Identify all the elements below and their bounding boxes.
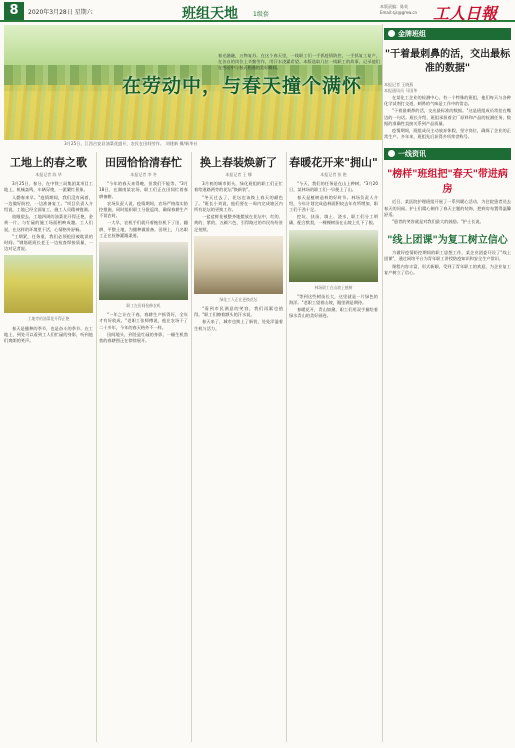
- newspaper-logo: 工人日報: [433, 4, 498, 23]
- column-divider: [286, 152, 287, 742]
- article-paragraph: "看到市民满意的笑容，我们再累也值得。"职工们擦着额头的汗水说。: [194, 306, 283, 318]
- photo-caption: 林场职工在山坡上植树: [314, 284, 353, 290]
- article-photo: [99, 242, 188, 300]
- right-article: [384, 250, 511, 276]
- article-byline: 本报记者 张 艳: [320, 172, 347, 177]
- right-article: [384, 95, 511, 140]
- article-title: 田园恰恰清春忙: [105, 156, 182, 169]
- photo-caption: 绿化工人正在更换花坛: [219, 296, 258, 302]
- article-paragraph: 春天是植树造林的好时节。林场负责人介绍，今年计划完成造林面积较去年有所增加，职工们干劲十足。: [289, 194, 378, 213]
- editor-info: [380, 4, 417, 16]
- article-paragraph: 春天来了，城市也换上了新装，处处洋溢着生机与活力。: [194, 319, 283, 331]
- right-byline: 本报记者 王晓燕 本报通讯员 马国华: [384, 82, 418, 93]
- article-column-3: [194, 152, 283, 333]
- section-tag: 1级套: [253, 11, 269, 18]
- article-paragraph: 在某化工企业的检测中心，有一个特殊的班组，他们每天与各种化学试剂打交道，刺鼻的气味是工作中的常态。: [384, 95, 511, 107]
- right-column: [384, 24, 511, 744]
- article-column-1: [4, 152, 93, 345]
- article-paragraph: 挖坑、扶苗、填土、浇水，职工们分工明确，配合默契，一棵棵树苗在山坡上扎下了根。: [289, 214, 378, 226]
- column-divider: [382, 24, 383, 742]
- article-paragraph: 农场负责人说，疫情期间，农场严格落实防控措施，同时组织职工分批返岗，确保春耕生产不误农时。: [99, 200, 188, 219]
- article-paragraph: 近日，某医院护理班组开展了一系列暖心活动，为住院患者送去春天的问候。护士们精心制作了春天主题的装饰，把病房布置得温馨舒适。: [384, 199, 511, 217]
- hero-intro: 春光融融，万物复苏。在这个春天里，一线职工们一手抓疫情防控，一手抓复工复产，在各自的岗位上辛勤劳作，用汗水浇灌希望。本版选取几位一线职工的故事，记录他们在劳动中与春天相遇的美好瞬间。: [218, 53, 380, 71]
- column-divider: [191, 152, 192, 742]
- section-title: 班组天地: [182, 6, 238, 22]
- photo-caption: 工地旁的油菜花开得正艳: [27, 316, 70, 322]
- article-photo: [4, 255, 93, 313]
- banner-label: 一线资讯: [398, 150, 426, 159]
- hero-headline: 在劳动中，与春天撞个满怀: [122, 75, 363, 97]
- article-paragraph: "工期紧，任务重，我们必须抢回被耽误的时间。"钢筋班班长老王一边检查焊接质量，一边对记者说。: [4, 233, 93, 252]
- article-paragraph: 课程内容丰富，形式新颖，受到了青年职工的欢迎，为企业复工复产树立了信心。: [384, 263, 511, 275]
- article-byline: 本报记者 陈 华: [35, 172, 62, 177]
- article-photo: [194, 236, 283, 294]
- article-paragraph: "等到这些树苗长大，这里就是一片绿色的海洋。"老职工望着山坡，眼里满是期待。: [289, 293, 378, 306]
- article-photo: [289, 230, 378, 282]
- right-article: [384, 199, 511, 225]
- article-paragraph: 放眼望去，工地四周的油菜花开得正艳，金黄一片，与忙碌的施工场面相映成趣。工人们说，在这样的环境里干活，心情格外舒畅。: [4, 214, 93, 232]
- section-banner: [384, 148, 511, 160]
- article-title: 换上春装焕新了: [200, 156, 277, 169]
- article-column-4: [289, 152, 378, 321]
- article-byline: 本报记者 李 冬: [130, 172, 157, 177]
- article-paragraph: "一年之计在于春，春耕生产抓得好，全年才有好收成。"老职工张师傅说，他在农场干了二十多年，今年的春天格外不一样。: [99, 312, 188, 330]
- article-paragraph: "冬天过去了，花坛也该换上春天的颜色了。"班长小刘说，他们要在一周内完成辖区内所有花坛的更换工作。: [194, 194, 283, 213]
- article-paragraph: "患者的笑容就是对我们最大的鼓励。"护士长说。: [392, 219, 484, 225]
- article-paragraph: 3月25日，春分，在中铁三局集团某项目工地上，机械轰鸣，车辆穿梭，一派繁忙景象。: [4, 181, 93, 193]
- article-paragraph: 人勤春来早。"疫情期间，我们没有闲着，一边做好防控，一边准备复工。"项目负责人介绍说，工地已经全面复工，施工人员精神饱满。: [4, 194, 93, 213]
- article-paragraph: 一盆盆鲜花被整齐地摆放在花坛中，红的、黄的、紫的，五颜六色，引得路过的市民纷纷驻足拍照。: [194, 214, 283, 232]
- editor-email: Email:sjs@gmw.cn: [380, 10, 418, 15]
- section-banner: [384, 28, 511, 40]
- right-subheadline: "榜样"班组把"春天"带进病房: [387, 169, 508, 196]
- column-divider: [96, 152, 97, 742]
- article-paragraph: 田间地头，到处是忙碌的身影，一幅生机勃勃的春耕图正在徐徐展开。: [99, 331, 188, 344]
- article-title: 春暖花开来"拥山": [289, 156, 378, 169]
- editor-name: 本版责编：陈英: [380, 4, 408, 9]
- right-headline: "干着最刺鼻的活，交出最标准的数据": [384, 49, 511, 74]
- article-paragraph: "今天，我们的任务是在山上种树。"3月20日，某林场的职工们一早便上了山。: [289, 181, 378, 193]
- photo-caption: 职工在田间检修农机: [126, 303, 161, 309]
- masthead: [0, 0, 515, 22]
- page-number: 8: [4, 2, 24, 20]
- article-paragraph: 春暖花开，青山如黛，职工们用双手描绘着绿水青山的美好画卷。: [289, 307, 378, 319]
- hero-photo: [4, 25, 382, 140]
- article-column-2: [99, 152, 188, 345]
- banner-dot-icon: [388, 150, 395, 157]
- banner-dot-icon: [388, 30, 395, 37]
- right-subheadline: "线上团课"为复工树立信心: [387, 235, 508, 247]
- article-byline: 本报记者 王 娜: [225, 172, 252, 177]
- article-paragraph: "今年的春天来得晚，但我们不能等。"3月18日，在湖南某农场，职工们正在田间忙着春耕备耕。: [99, 181, 188, 199]
- banner-label: 金牌班组: [398, 30, 426, 38]
- article-paragraph: 3月初的城市街头，绿化班组的职工们正忙着给道路两旁的花坛"换新装"。: [194, 181, 283, 193]
- article-paragraph: 为做好疫情防控期间的职工思想工作，某企业团委开设了"线上团课"，通过网络平台为青年职工讲授防疫知识和安全生产常识。: [384, 250, 511, 262]
- article-paragraph: "干着最刺鼻的活，交出最标准的数据。"这是班组成员常挂在嘴边的一句话。班长介绍，班组承担着全厂原料和产品的检测任务，数据的准确性直接关系到产品质量。: [384, 108, 511, 126]
- issue-date: 2020年3月28日 星期六: [28, 9, 93, 16]
- article-title: 工地上的春之歌: [10, 156, 87, 169]
- hero-caption: 3月25日，江西吉安县油菜花盛开，农民在田间劳作。 刘建新 摄/新华社: [64, 141, 198, 146]
- article-paragraph: 疫情期间，班组成员主动放弃休假，坚守岗位，确保了企业的正常生产。多年来，班组先后获得多项荣誉称号。: [384, 128, 511, 140]
- article-paragraph: 一大早，农机手们就开着拖拉机下了田，翻耕、平整土地，为播种做准备。田埂上，几名职工正在检修灌溉渠道。: [99, 220, 188, 238]
- article-paragraph: 春天是播种的季节，也是奋斗的季节。在工地上，到处可以看到工人们忙碌的身影，听到他们爽朗的笑声。: [4, 325, 93, 344]
